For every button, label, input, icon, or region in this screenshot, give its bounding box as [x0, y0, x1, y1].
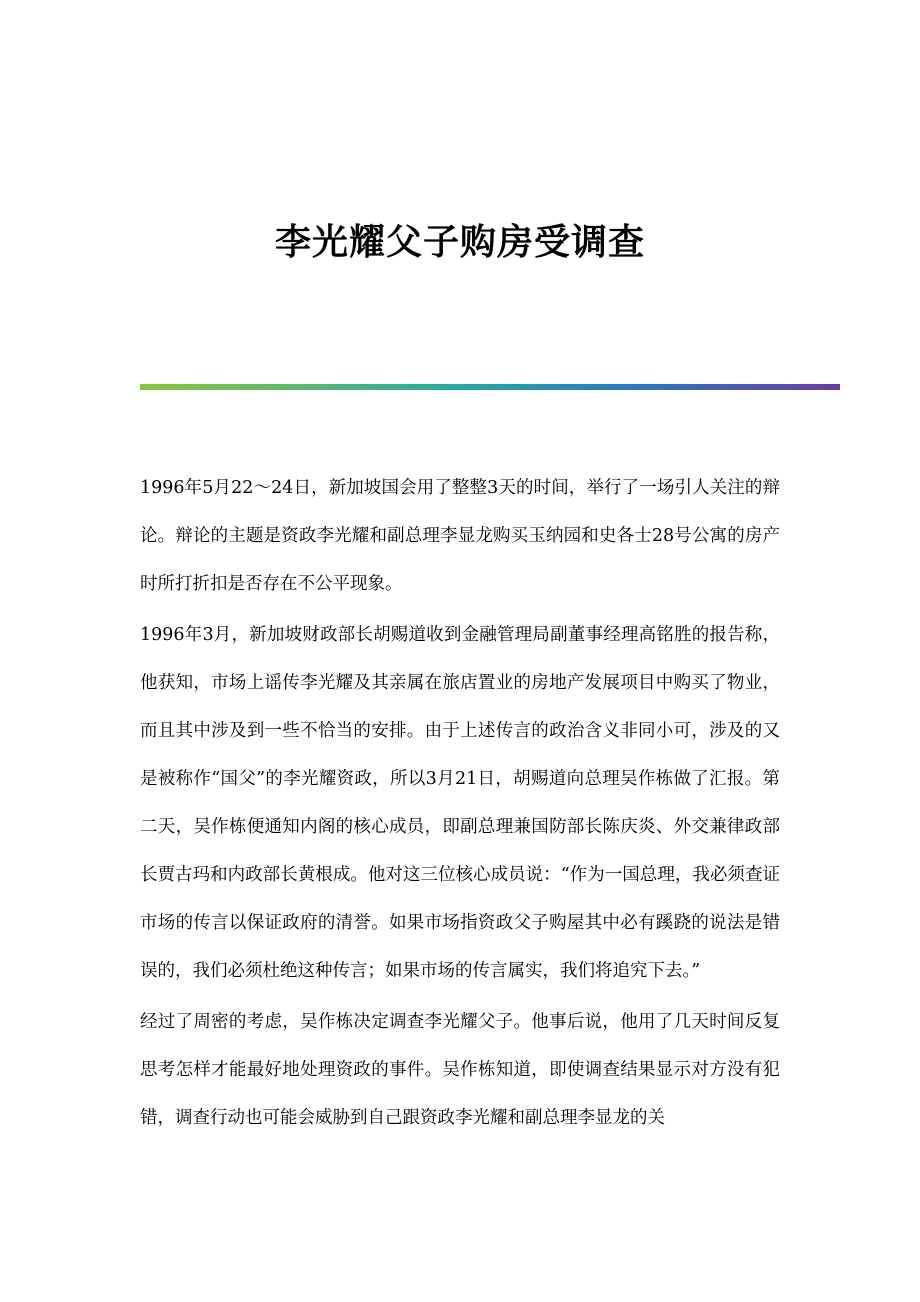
- paragraph: 1996年3月，新加坡财政部长胡赐道收到金融管理局副董事经理高铭胜的报告称，他获知，市场上谣传李光耀及其亲属在旅店置业的房地产发展项目中购买了物业，而且其中涉及到一些不恰当的安排。由于上述传言的政治含义非同小可，涉及的又是被称作“国父”的李光耀资政，所以3月21日，胡赐道向总理吴作栋做了汇报。第二天，吴作栋便通知内阁的核心成员，即副总理兼国防部长陈庆炎、外交兼律政部长贾古玛和内政部长黄根成。他对这三位核心成员说：“作为一国总理，我必须查证市场的传言以保证政府的清誉。如果市场指资政父子购屋其中必有蹊跷的说法是错误的，我们必须杜绝这种传言；如果市场的传言属实，我们将追究下去。”: [140, 625, 780, 981]
- paragraph: 1996年5月22～24日，新加坡国会用了整整3天的时间，举行了一场引人关注的辩论。辩论的主题是资政李光耀和副总理李显龙购买玉纳园和史各士28号公寓的房产时所打折扣是否存在不公平现象。: [140, 478, 780, 594]
- paragraph: 经过了周密的考虑，吴作栋决定调查李光耀父子。他事后说，他用了几天时间反复思考怎样才能最好地处理资政的事件。吴作栋知道，即使调查结果显示对方没有犯错，调查行动也可能会威胁到自己跟资政李光耀和副总理李显龙的关: [140, 1012, 780, 1128]
- article-body: [140, 464, 780, 1145]
- page-title: 李光耀父子购房受调查: [274, 221, 645, 263]
- title-divider: [140, 384, 840, 390]
